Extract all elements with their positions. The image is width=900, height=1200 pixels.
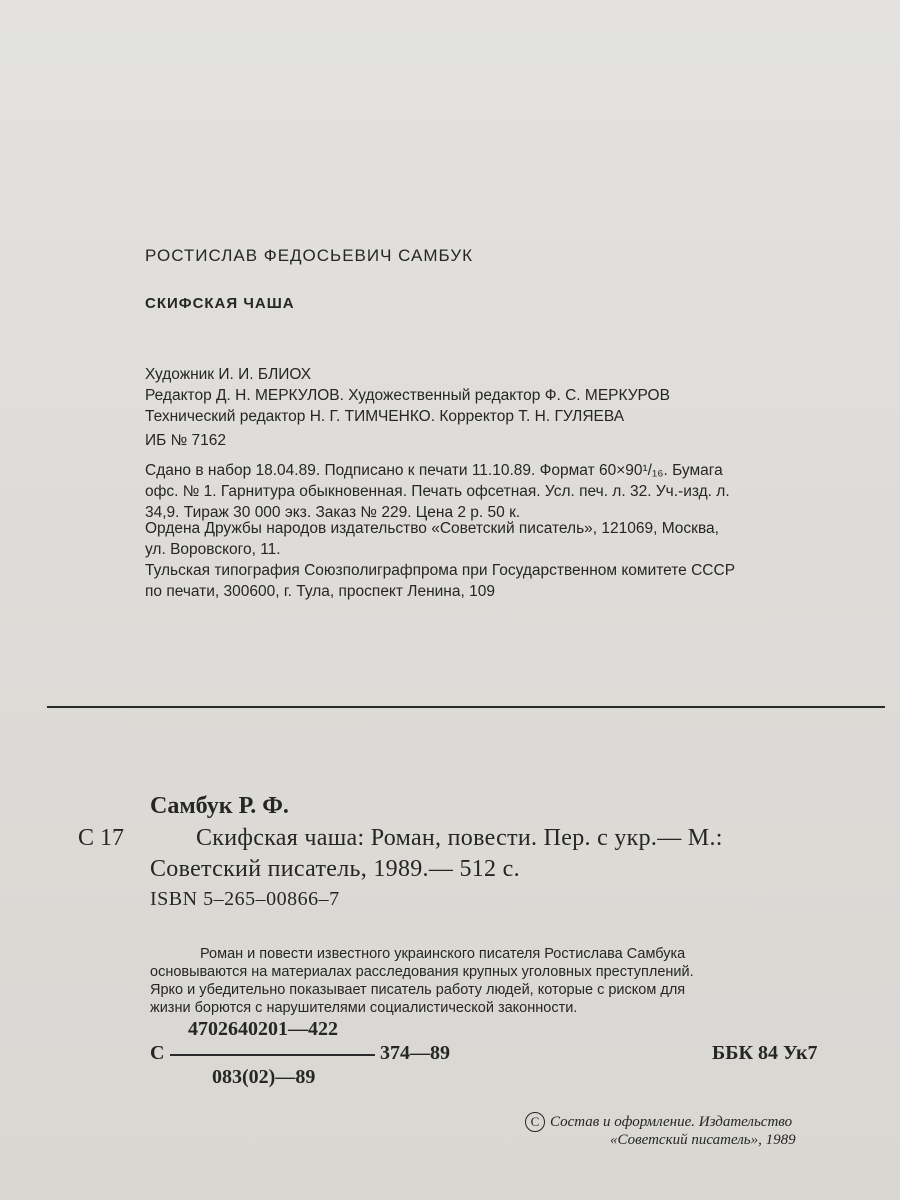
annotation-line: Ярко и убедительно показывает писатель работу людей, которые с риском для xyxy=(150,982,686,998)
annotation-line: жизни борются с нарушителями социалистической законности. xyxy=(150,1000,578,1016)
catalog-author: Самбук Р. Ф. xyxy=(150,793,289,819)
annotation-block xyxy=(150,945,845,1017)
isbn: ISBN 5–265–00866–7 xyxy=(150,888,340,910)
copyright-icon: С xyxy=(525,1112,545,1132)
catalog-description-line: Советский писатель, 1989.— 512 с. xyxy=(150,856,520,882)
publisher-line: ул. Воровского, 11. xyxy=(145,541,281,558)
copyright-line: «Советский писатель», 1989 xyxy=(610,1132,796,1148)
print-data-block xyxy=(145,460,730,523)
publisher-line: Ордена Дружбы народов издательство «Советский писатель», 121069, Москва, xyxy=(145,520,719,537)
catalog-middle: 374—89 xyxy=(380,1042,450,1064)
print-data-line: Сдано в набор 18.04.89. Подписано к печати 11.10.89. Формат 60×90¹/₁₆. Бумага xyxy=(145,462,723,479)
publisher-block xyxy=(145,518,719,560)
credit-line: Художник И. И. БЛИОХ xyxy=(145,366,312,383)
annotation-line: основываются на материалах расследования крупных уголовных преступлений. xyxy=(150,964,694,980)
section-divider xyxy=(47,706,885,708)
catalog-denominator: 083(02)—89 xyxy=(212,1066,316,1088)
printer-line: по печати, 300600, г. Тула, проспект Ленина, 109 xyxy=(145,583,495,600)
credit-line: Редактор Д. Н. МЕРКУЛОВ. Художественный редактор Ф. С. МЕРКУРОВ xyxy=(145,387,670,404)
copyright-text: Состав и оформление. Издательство xyxy=(550,1114,793,1130)
credit-line: Технический редактор Н. Г. ТИМЧЕНКО. Корректор Т. Н. ГУЛЯЕВА xyxy=(145,408,625,425)
credits-block xyxy=(145,364,670,427)
fraction-line xyxy=(170,1054,375,1056)
catalog-class-code: С 17 xyxy=(78,825,125,851)
catalog-description-line: Скифская чаша: Роман, повести. Пер. с укр.— М.: xyxy=(196,825,723,851)
catalog-numerator: 4702640201—422 xyxy=(188,1018,338,1040)
printer-block xyxy=(145,560,735,602)
print-data-line: офс. № 1. Гарнитура обыкновенная. Печать офсетная. Усл. печ. л. 32. Уч.-изд. л. xyxy=(145,483,730,500)
bbk-code: ББК 84 Ук7 xyxy=(712,1042,818,1064)
catalog-letter: С xyxy=(150,1042,165,1064)
ib-number: ИБ № 7162 xyxy=(145,432,227,449)
copyright-line xyxy=(525,1112,792,1132)
book-title: СКИФСКАЯ ЧАША xyxy=(145,295,295,312)
annotation-line: Роман и повести известного украинского писателя Ростислава Самбука xyxy=(200,946,686,962)
author-heading: РОСТИСЛАВ ФЕДОСЬЕВИЧ САМБУК xyxy=(145,246,474,265)
printer-line: Тульская типография Союзполиграфпрома при Государственном комитете СССР xyxy=(145,562,736,579)
print-data-line: 34,9. Тираж 30 000 экз. Заказ № 229. Цена 2 р. 50 к. xyxy=(145,504,521,521)
